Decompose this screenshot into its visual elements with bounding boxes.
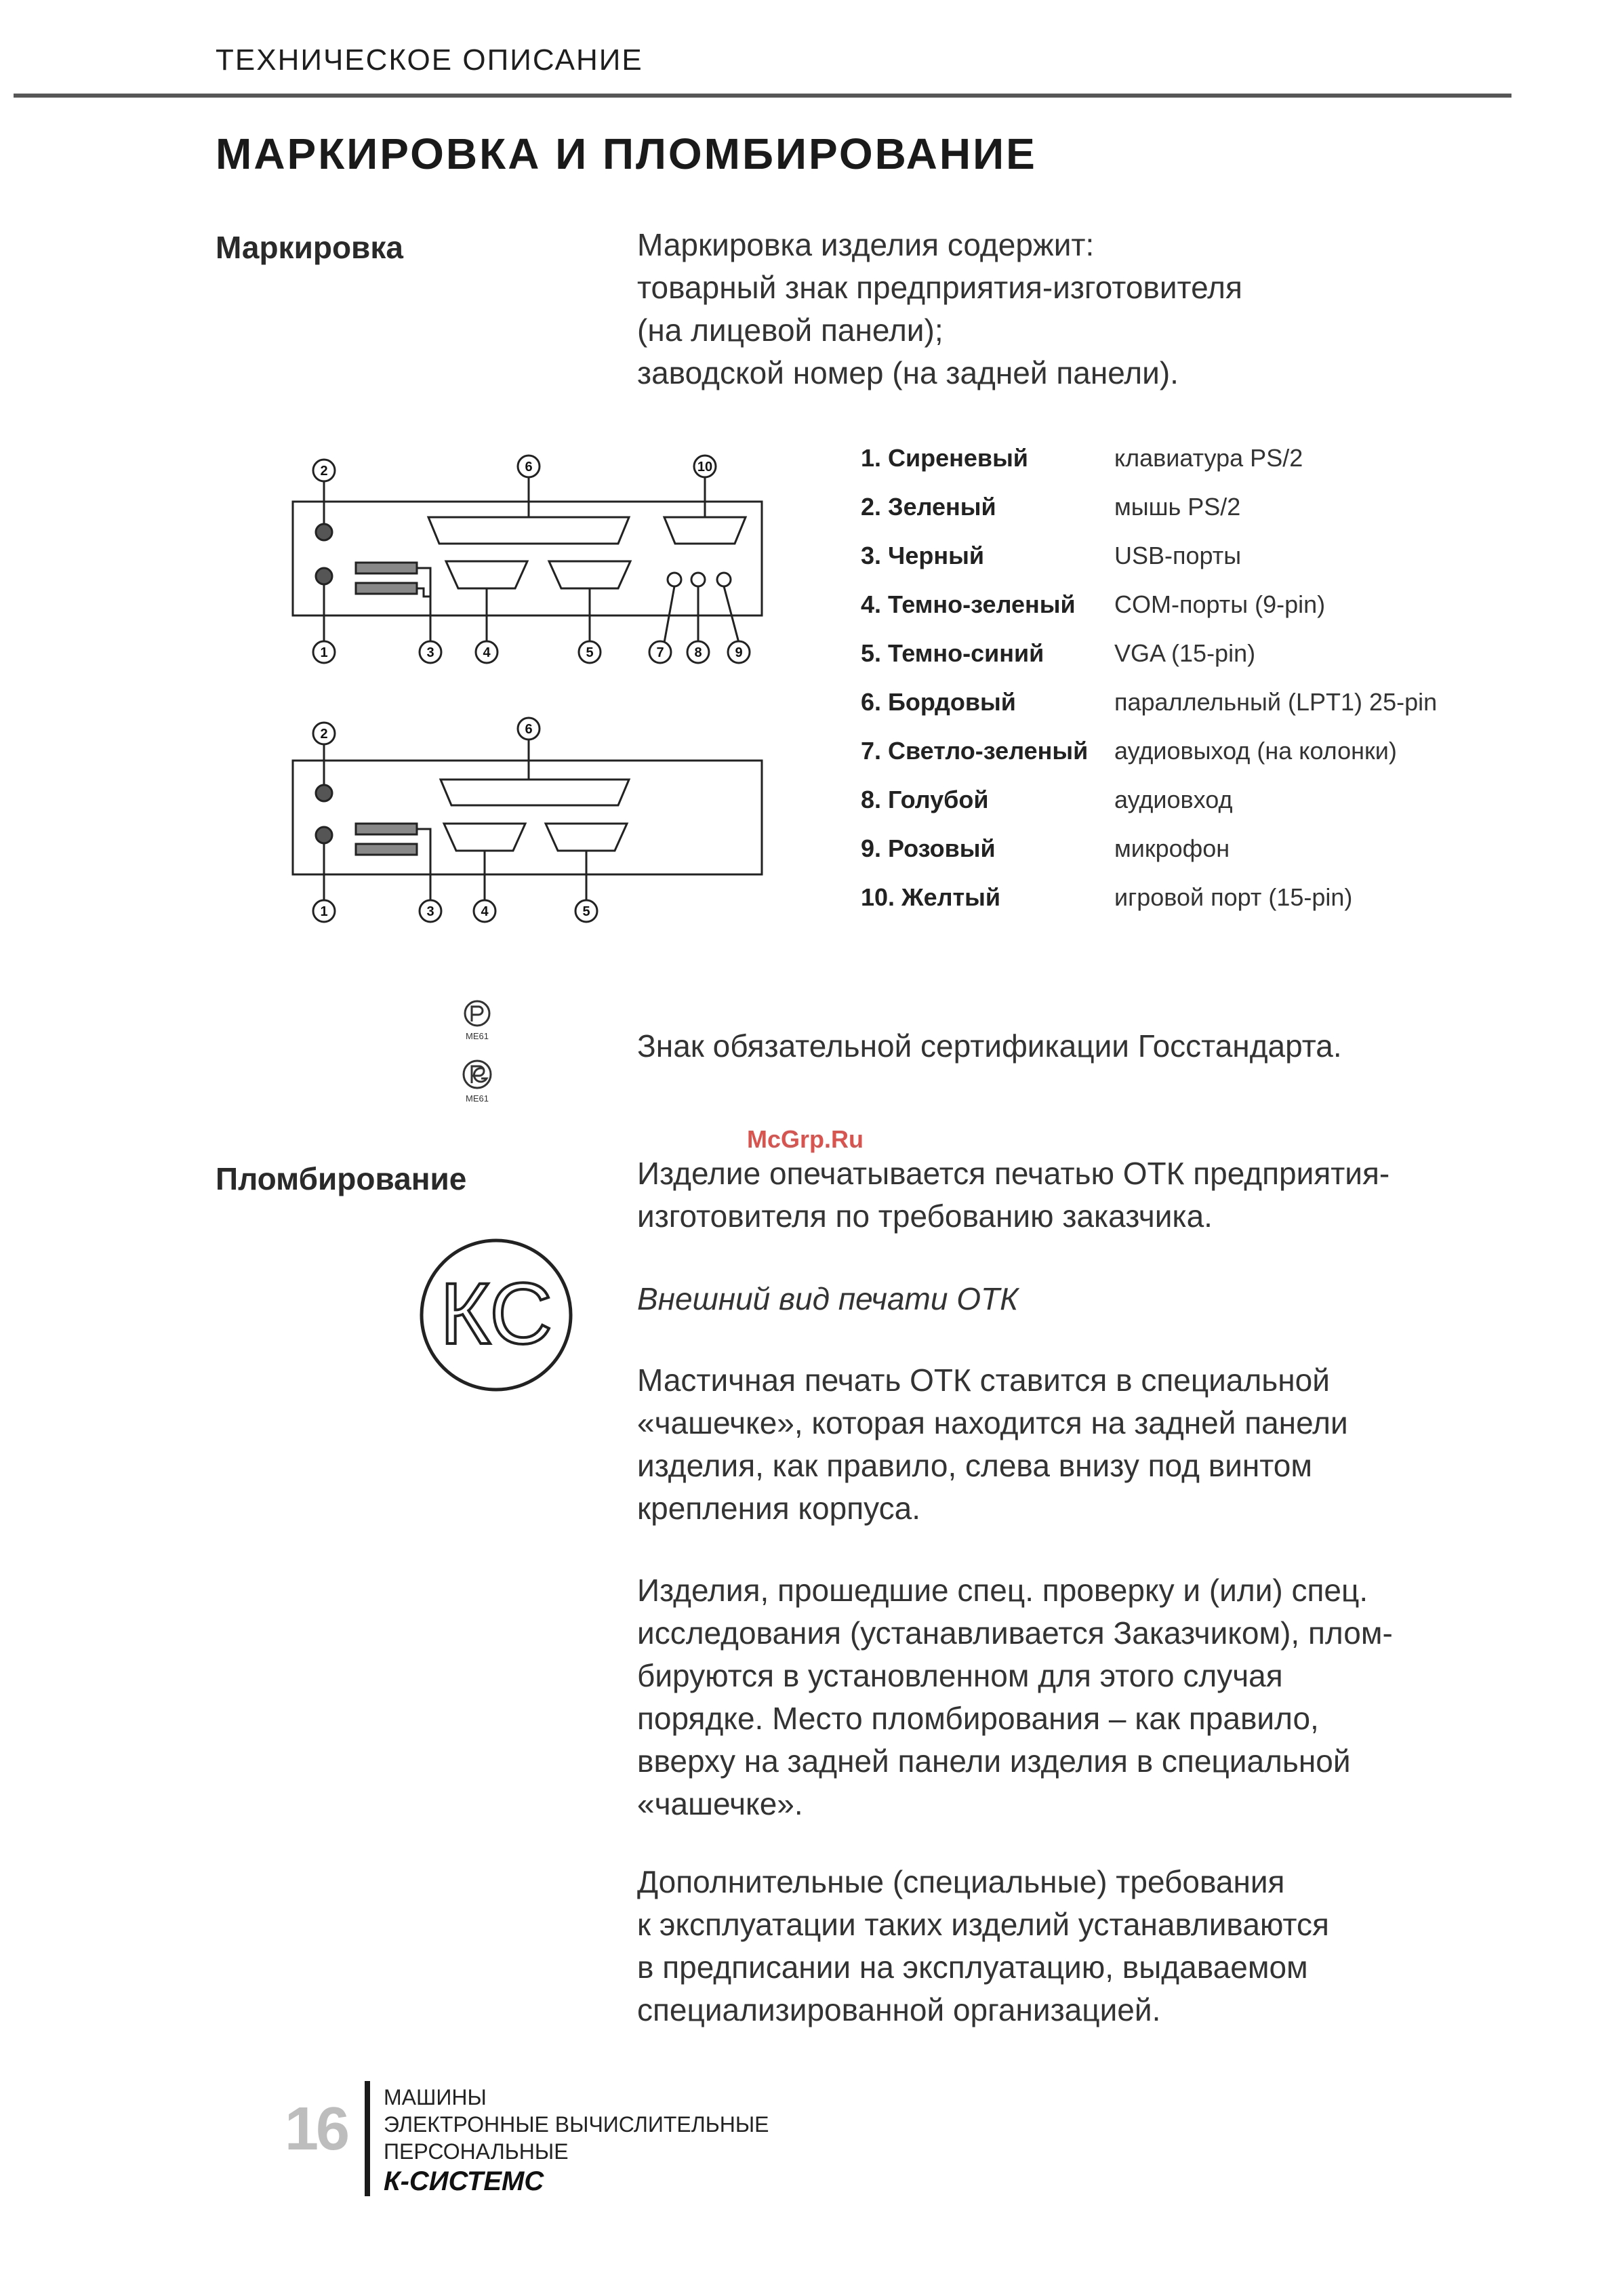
legend-row <box>861 688 1471 729</box>
section-title: МАРКИРОВКА И ПЛОМБИРОВАНИЕ <box>216 129 1037 178</box>
otk-stamp <box>415 1234 577 1396</box>
rear-panel-diagram <box>271 441 786 929</box>
callout-label: 9 <box>735 645 743 660</box>
sealing-paragraph-3: Изделия, прошедшие спец. проверку и (или) спец. исследования (устанавливается Заказчиком), плом- бируются в установленном для этого случая порядке. Место пломбирования – как правило, вверху на задней панели изделия в специальной «чашечке». <box>637 1573 1393 1821</box>
legend-row <box>861 737 1471 777</box>
footer-line: ПЕРСОНАЛЬНЫЕ <box>384 2139 569 2164</box>
legend-row <box>861 542 1471 582</box>
callout-label: 4 <box>481 904 489 919</box>
legend-desc: микрофон <box>1114 834 1230 862</box>
legend-row <box>861 834 1471 875</box>
legend-desc: COM-порты (9-pin) <box>1114 590 1326 618</box>
legend-color: 3. Черный <box>861 542 984 569</box>
marking-line: Маркировка изделия содержит: <box>637 227 1095 262</box>
top-panel-outline <box>293 502 762 615</box>
callout-label: 5 <box>586 645 594 660</box>
marking-line: товарный знак предприятия-изготовителя <box>637 270 1242 305</box>
legend-row <box>861 444 1471 485</box>
callout-label: 6 <box>525 722 533 737</box>
legend-color: 9. Розовый <box>861 834 996 862</box>
legend-row <box>861 639 1471 680</box>
certification-mark-icon <box>454 993 508 1115</box>
cert-code: МЕ61 <box>466 1093 489 1104</box>
legend-desc: параллельный (LPT1) 25-pin <box>1114 688 1438 716</box>
sealing-paragraph-4: Дополнительные (специальные) требования к эксплуатации таких изделий устанавливаются в предписании на эксплуатацию, выдаваемом специализированной организацией. <box>637 1864 1329 2027</box>
callout-label: 4 <box>483 645 491 660</box>
legend-desc: мышь PS/2 <box>1114 493 1241 521</box>
callout-label: 8 <box>694 645 702 660</box>
callout-label: 1 <box>320 645 328 660</box>
watermark: McGrp.Ru <box>747 1125 864 1153</box>
header-rule <box>14 94 1511 98</box>
cert-code: МЕ61 <box>466 1031 489 1041</box>
callout-label: 3 <box>426 904 434 919</box>
callout-label: 2 <box>320 727 328 742</box>
legend-color: 7. Светло-зеленый <box>861 737 1089 765</box>
legend-row <box>861 493 1471 533</box>
legend-color: 1. Сиреневый <box>861 444 1028 472</box>
footer-divider <box>365 2081 370 2196</box>
header-title: ТЕХНИЧЕСКОЕ ОПИСАНИЕ <box>216 43 643 77</box>
legend-color: 8. Голубой <box>861 786 989 813</box>
brand-logo: К-СИСТЕМС <box>384 2166 544 2196</box>
stamp-text: КС <box>440 1266 552 1362</box>
page-number: 16 <box>285 2095 348 2163</box>
callout-label: 5 <box>582 904 590 919</box>
sealing-paragraph-1: Изделие опечатывается печатью ОТК предприятия- изготовителя по требованию заказчика. <box>637 1156 1390 1234</box>
legend-desc: аудиовыход (на колонки) <box>1114 737 1397 765</box>
stamp-caption: Внешний вид печати ОТК <box>637 1281 1019 1316</box>
legend-color: 4. Темно-зеленый <box>861 590 1076 618</box>
callout-label: 7 <box>656 645 664 660</box>
legend-desc: VGA (15-pin) <box>1114 639 1256 667</box>
legend-color: 6. Бордовый <box>861 688 1016 716</box>
callout-label: 1 <box>320 904 328 919</box>
bottom-panel-outline <box>293 761 762 874</box>
legend-color: 5. Темно-синий <box>861 639 1044 667</box>
legend-color: 2. Зеленый <box>861 493 996 521</box>
callout-label: 10 <box>697 460 713 474</box>
marking-line: заводской номер (на задней панели). <box>637 355 1179 390</box>
marking-text <box>637 224 1242 395</box>
legend-desc: аудиовход <box>1114 786 1233 813</box>
callout-label: 6 <box>525 460 533 474</box>
legend-row <box>861 590 1471 631</box>
marking-line: (на лицевой панели); <box>637 312 943 348</box>
legend-desc: USB-порты <box>1114 542 1242 569</box>
callout-label: 2 <box>320 464 328 479</box>
sealing-label: Пломбирование <box>216 1161 467 1196</box>
cert-text: Знак обязательной сертификации Госстандарта. <box>637 1028 1342 1064</box>
legend-row <box>861 786 1471 826</box>
legend-color: 10. Желтый <box>861 883 1000 911</box>
sealing-paragraph-2: Мастичная печать ОТК ставится в специальной «чашечке», которая находится на задней панели изделия, как правило, слева внизу под винтом крепления корпуса. <box>637 1362 1348 1526</box>
footer-line: ЭЛЕКТРОННЫЕ ВЫЧИСЛИТЕЛЬНЫЕ <box>384 2112 769 2137</box>
footer-line: МАШИНЫ <box>384 2085 487 2109</box>
legend-row <box>861 883 1471 924</box>
legend-desc: клавиатура PS/2 <box>1114 444 1303 472</box>
callout-label: 3 <box>426 645 434 660</box>
legend-desc: игровой порт (15-pin) <box>1114 883 1353 911</box>
marking-label: Маркировка <box>216 230 403 265</box>
